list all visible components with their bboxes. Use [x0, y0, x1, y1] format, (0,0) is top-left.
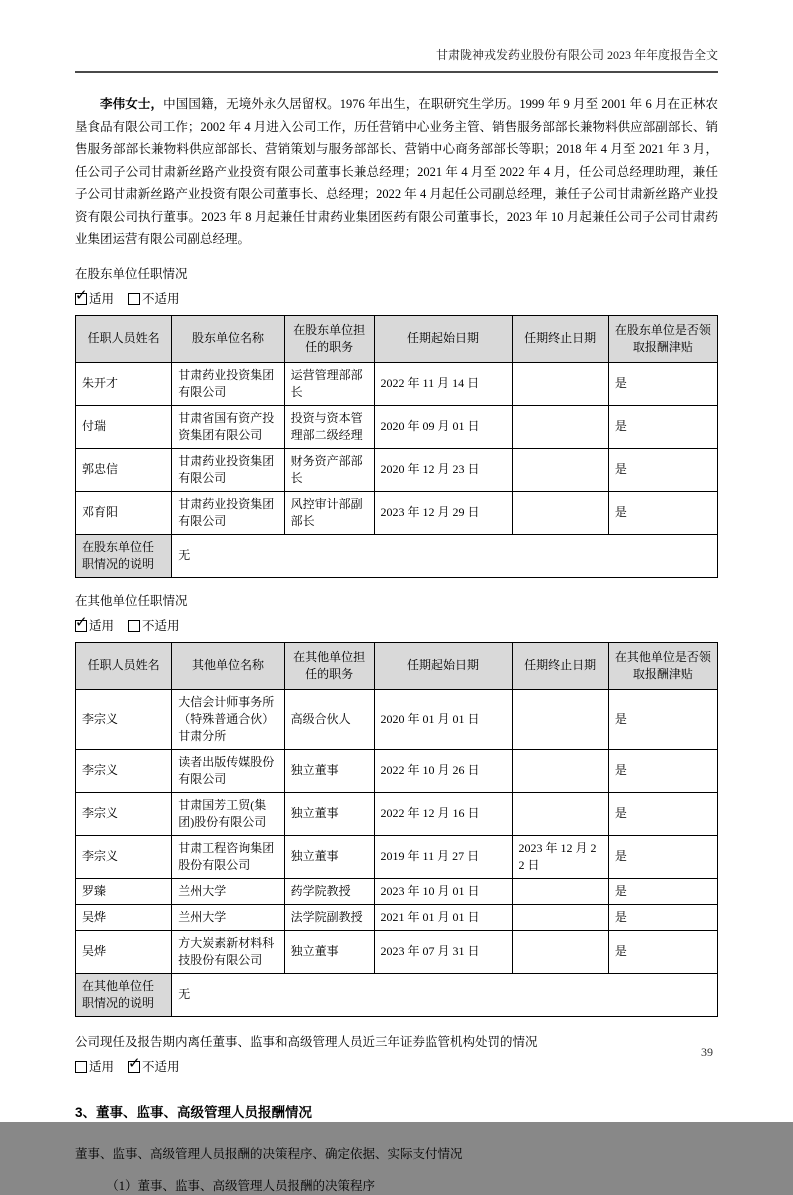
table-cell: 是: [608, 792, 717, 835]
column-header: 任期终止日期: [512, 642, 608, 689]
table-cell: 独立董事: [284, 792, 374, 835]
table-cell: 独立董事: [284, 835, 374, 878]
table-cell: 付瑞: [76, 405, 172, 448]
table-cell: 高级合伙人: [284, 689, 374, 749]
section-title-shareholder: 在股东单位任职情况: [75, 266, 188, 281]
column-header: 在股东单位是否领取报酬津贴: [608, 315, 717, 362]
table-cell: 投资与资本管理部二级经理: [284, 405, 374, 448]
shareholder-table-body: [76, 362, 718, 534]
table-cell: 是: [608, 904, 717, 930]
table-cell: 甘肃工程咨询集团股份有限公司: [172, 835, 284, 878]
table-cell: 吴烨: [76, 904, 172, 930]
not-applicable-checkbox-icon: [128, 620, 140, 632]
applicable-label: 适用: [89, 1059, 115, 1074]
table-row: [76, 362, 718, 405]
table-row: [76, 904, 718, 930]
table-cell: 是: [608, 405, 717, 448]
table-cell: 2023 年 12 月 22 日: [512, 835, 608, 878]
table-cell: [512, 405, 608, 448]
table-cell: 是: [608, 749, 717, 792]
table-cell: [512, 448, 608, 491]
table-cell: 是: [608, 491, 717, 534]
table-cell: 李宗义: [76, 749, 172, 792]
table-cell: 2021 年 01 月 01 日: [374, 904, 512, 930]
table-cell: 读者出版传媒股份有限公司: [172, 749, 284, 792]
bio-text: 中国国籍，无境外永久居留权。1976 年出生，在职研究生学历。1999 年 9 月至 2001 年 6 月在正林农垦食品有限公司工作；2002 年 4 月进入公司工作，历任营销中心业务主管、销售服务部部长兼物料供应部副部长、销售服务部部长兼物料供应部部长、营销策划与服务部部长、营销中心商务部部长等职；2018 年 4 月至 2021 年 3 月，任公司子公司甘肃新丝路产业投资有限公司董事长兼总经理；2021 年 4 月至 2022 年 4 月，任公司总经理助理，兼任子公司甘肃新丝路产业投资有限公司董事长、总经理；2022 年 4 月起任公司副总经理，兼任子公司甘肃新丝路产业投资有限公司执行董事。2023 年 8 月起兼任甘肃药业集团医药有限公司董事长，2023 年 10 月起兼任公司子公司甘肃药业集团运营有限公司副总经理。: [75, 97, 718, 246]
table-cell: 风控审计部副部长: [284, 491, 374, 534]
column-header: 在股东单位担任的职务: [284, 315, 374, 362]
table-cell: 是: [608, 448, 717, 491]
note-value-cell: 无: [172, 534, 718, 577]
table-cell: 运营管理部部长: [284, 362, 374, 405]
applicable-checkbox-icon: [75, 620, 87, 632]
table-cell: 法学院副教授: [284, 904, 374, 930]
table-cell: 郭忠信: [76, 448, 172, 491]
table-cell: [512, 930, 608, 973]
note-value-cell: 无: [172, 973, 718, 1016]
table-row: [76, 448, 718, 491]
table-row: [76, 749, 718, 792]
table-cell: 甘肃省国有资产投资集团有限公司: [172, 405, 284, 448]
table-cell: 2020 年 09 月 01 日: [374, 405, 512, 448]
not-applicable-label: 不适用: [142, 291, 180, 306]
table-row: [76, 878, 718, 904]
note-label-cell: 在股东单位任职情况的说明: [76, 534, 172, 577]
not-applicable-label: 不适用: [142, 1059, 180, 1074]
shareholder-applicability-row: [75, 291, 718, 307]
table-row: [76, 835, 718, 878]
note-label-cell: 在其他单位任职情况的说明: [76, 973, 172, 1016]
table-cell: [512, 362, 608, 405]
table-cell: [512, 749, 608, 792]
column-header: 任期起始日期: [374, 315, 512, 362]
section-heading-3: 3、董事、监事、高级管理人员报酬情况: [75, 1104, 313, 1120]
table-cell: 2020 年 12 月 23 日: [374, 448, 512, 491]
table-cell: 甘肃药业投资集团有限公司: [172, 362, 284, 405]
header-title: 甘肃陇神戎发药业股份有限公司 2023 年年度报告全文: [435, 48, 718, 62]
table-cell: [512, 491, 608, 534]
bio-name: 李伟女士，: [100, 97, 164, 111]
column-header: 在其他单位是否领取报酬津贴: [608, 642, 717, 689]
table-cell: 是: [608, 930, 717, 973]
remuneration-subheading: （1）董事、监事、高级管理人员报酬的决策程序: [106, 1178, 376, 1193]
table-cell: 药学院教授: [284, 878, 374, 904]
table-cell: 甘肃药业投资集团有限公司: [172, 448, 284, 491]
table-cell: 独立董事: [284, 930, 374, 973]
table-cell: 邓育阳: [76, 491, 172, 534]
not-applicable-label: 不适用: [142, 618, 180, 633]
table-cell: 朱开才: [76, 362, 172, 405]
column-header: 任职人员姓名: [76, 315, 172, 362]
shareholder-positions-table: [75, 315, 718, 578]
remuneration-statement: 董事、监事、高级管理人员报酬的决策程序、确定依据、实际支付情况: [75, 1146, 463, 1161]
table-cell: 甘肃药业投资集团有限公司: [172, 491, 284, 534]
table-row: [76, 689, 718, 749]
penalty-applicability-row: [75, 1059, 718, 1075]
table-cell: 2023 年 12 月 29 日: [374, 491, 512, 534]
table-cell: [512, 689, 608, 749]
table-row: [76, 930, 718, 973]
table-note-row: [76, 973, 718, 1016]
bio-paragraph: [75, 93, 718, 251]
other-table-body: [76, 689, 718, 973]
table-cell: 方大炭素新材料科技股份有限公司: [172, 930, 284, 973]
applicable-checkbox-icon: [75, 293, 87, 305]
not-applicable-checkbox-icon: [128, 1061, 140, 1073]
table-cell: 2019 年 11 月 27 日: [374, 835, 512, 878]
table-cell: 李宗义: [76, 689, 172, 749]
applicable-checkbox-icon: [75, 1061, 87, 1073]
table-cell: 2020 年 01 月 01 日: [374, 689, 512, 749]
not-applicable-checkbox-icon: [128, 293, 140, 305]
table-cell: 是: [608, 835, 717, 878]
table-cell: 吴烨: [76, 930, 172, 973]
page-number: 39: [701, 1045, 713, 1059]
table-cell: 是: [608, 689, 717, 749]
other-applicability-row: [75, 618, 718, 634]
table-cell: 大信会计师事务所（特殊普通合伙）甘肃分所: [172, 689, 284, 749]
applicable-label: 适用: [89, 291, 115, 306]
table-row: [76, 792, 718, 835]
table-cell: [512, 792, 608, 835]
table-cell: 2023 年 10 月 01 日: [374, 878, 512, 904]
section-title-other: 在其他单位任职情况: [75, 593, 188, 608]
table-cell: 李宗义: [76, 792, 172, 835]
table-header-row: [76, 315, 718, 362]
document-header: [75, 0, 718, 73]
table-cell: 兰州大学: [172, 878, 284, 904]
table-cell: 李宗义: [76, 835, 172, 878]
table-cell: 罗臻: [76, 878, 172, 904]
column-header: 其他单位名称: [172, 642, 284, 689]
other-positions-table: [75, 642, 718, 1017]
table-cell: [512, 878, 608, 904]
table-cell: 财务资产部部长: [284, 448, 374, 491]
column-header: 任职人员姓名: [76, 642, 172, 689]
table-cell: 独立董事: [284, 749, 374, 792]
table-cell: 2022 年 12 月 16 日: [374, 792, 512, 835]
table-cell: 是: [608, 362, 717, 405]
penalty-statement: 公司现任及报告期内离任董事、监事和高级管理人员近三年证券监管机构处罚的情况: [75, 1034, 538, 1049]
column-header: 任期终止日期: [512, 315, 608, 362]
table-cell: 是: [608, 878, 717, 904]
table-cell: 2022 年 11 月 14 日: [374, 362, 512, 405]
column-header: 在其他单位担任的职务: [284, 642, 374, 689]
table-cell: [512, 904, 608, 930]
table-note-row: [76, 534, 718, 577]
table-row: [76, 405, 718, 448]
table-cell: 2023 年 07 月 31 日: [374, 930, 512, 973]
table-row: [76, 491, 718, 534]
table-header-row: [76, 642, 718, 689]
column-header: 任期起始日期: [374, 642, 512, 689]
table-cell: 兰州大学: [172, 904, 284, 930]
column-header: 股东单位名称: [172, 315, 284, 362]
table-cell: 2022 年 10 月 26 日: [374, 749, 512, 792]
table-cell: 甘肃国芳工贸(集团)股份有限公司: [172, 792, 284, 835]
applicable-label: 适用: [89, 618, 115, 633]
